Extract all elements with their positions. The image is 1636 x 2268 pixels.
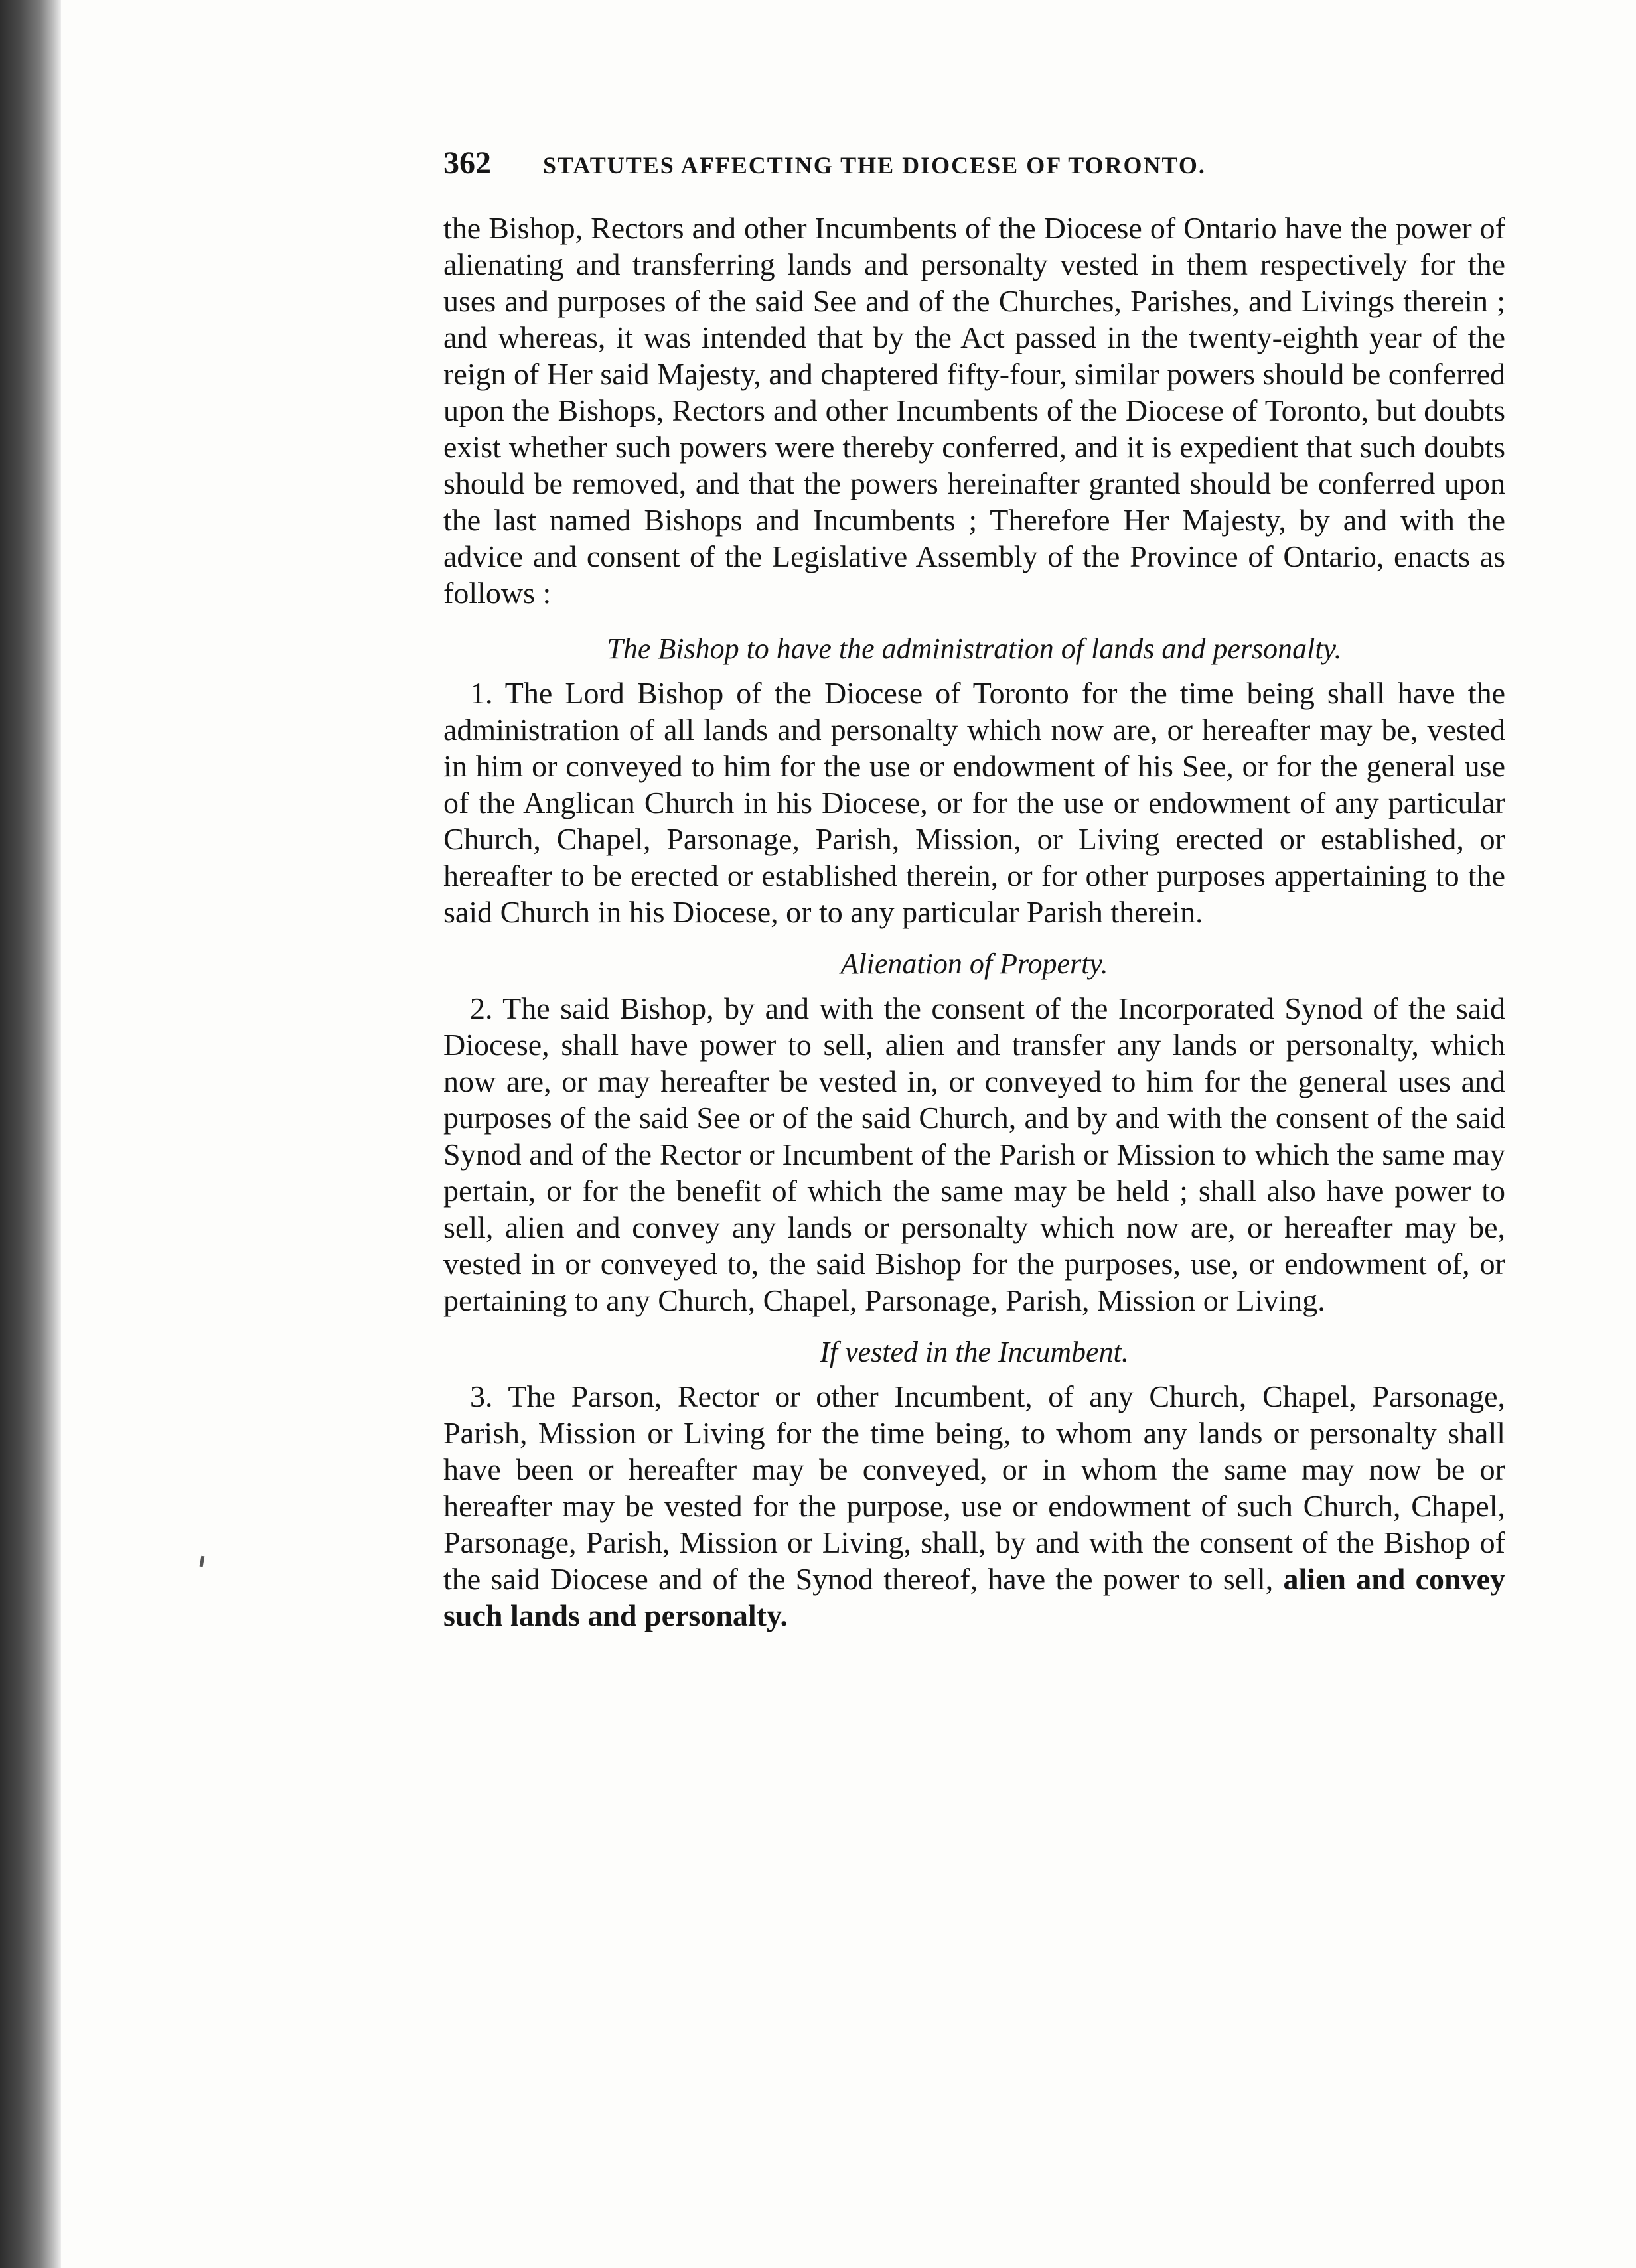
section-number: 3. — [470, 1380, 493, 1413]
section-heading-1: The Bishop to have the administration of lands and personalty. — [607, 632, 1342, 665]
section-3-text: The Parson, Rector or other Incumbent, of any Church, Chapel, Parsonage, Parish, Mission or Living for the time being, to whom any lands or personalty shall have been or hereafter may be conveyed, or in whom the same may now be or hereafter may be vested for the purpose, use or endowment of such Church, Chapel, Parsonage, Parish, Mission or Living, shall, by and with the consent of the Bishop of the said Diocese and of the Synod thereof, have the power to sell, — [443, 1380, 1505, 1596]
section-2-text: The said Bishop, by and with the consent of the Incorporated Synod of the said Diocese, shall have power to sell, alien and transfer any lands or personalty, which now are, or may hereafter be vested in, or conveyed to him for the general uses and purposes of the said See or of the said Church, and by and with the consent of the said Synod and of the Rector or Incumbent of the Parish or Mission to which the same may pertain, or for the benefit of which the same may be held ; shall also have power to sell, alien and convey any lands or personalty which now are, or hereafter may be, vested in or conveyed to, the said Bishop for the purposes, use, or endowment of, or pertaining to any Church, Chapel, Parsonage, Parish, Mission or Living. — [443, 991, 1505, 1317]
preamble-paragraph: the Bishop, Rectors and other Incumbents of the Diocese of Ontario have the power of alienating and transferring lands and personalty vested in them respectively for the uses and purposes of the said See and of the Churches, Parishes, and Livings therein ; and whereas, it was intended that by the Act passed in the twenty-eighth year of the reign of Her said Majesty, and chaptered fifty-four, similar powers should be conferred upon the Bishops, Rectors and other Incumbents of the Diocese of Toronto, but doubts exist whether such powers were thereby conferred, and it is expedient that such doubts should be removed, and that the powers hereinafter granted should be conferred upon the last named Bishops and Incumbents ; Therefore Her Majesty, by and with the advice and consent of the Legislative Assembly of the Province of Ontario, enacts as follows : — [443, 211, 1505, 610]
margin-mark — [200, 1556, 205, 1567]
running-head-title: STATUTES AFFECTING THE DIOCESE OF TORONTO. — [543, 152, 1206, 178]
section-heading-2: Alienation of Property. — [840, 948, 1108, 980]
section-3-paragraph — [443, 1378, 1505, 1634]
running-head — [443, 145, 1505, 204]
section-heading-3: If vested in the Incumbent. — [820, 1336, 1129, 1368]
section-3-bold-tail: alien and convey such lands and personalty. — [443, 1562, 1505, 1632]
page-number: 362 — [443, 145, 491, 180]
section-2-paragraph — [443, 990, 1505, 1318]
section-1-paragraph — [443, 675, 1505, 930]
section-number: 1. — [470, 676, 493, 710]
section-number: 2. — [470, 991, 493, 1025]
book-spine-shadow — [0, 0, 61, 2268]
section-1-text: The Lord Bishop of the Diocese of Toronto for the time being shall have the administration of all lands and personalty which now are, or hereafter may be, vested in him or conveyed to him for the use or endowment of his See, or for the general use of the Anglican Church in his Diocese, or for the use or endowment of any particular Church, Chapel, Parsonage, Parish, Mission, or Living erected or established, or hereafter to be erected or established therein, or for other purposes appertaining to the said Church in his Diocese, or to any particular Parish therein. — [443, 676, 1505, 929]
page — [61, 0, 1636, 2268]
text-block — [443, 145, 1505, 1634]
